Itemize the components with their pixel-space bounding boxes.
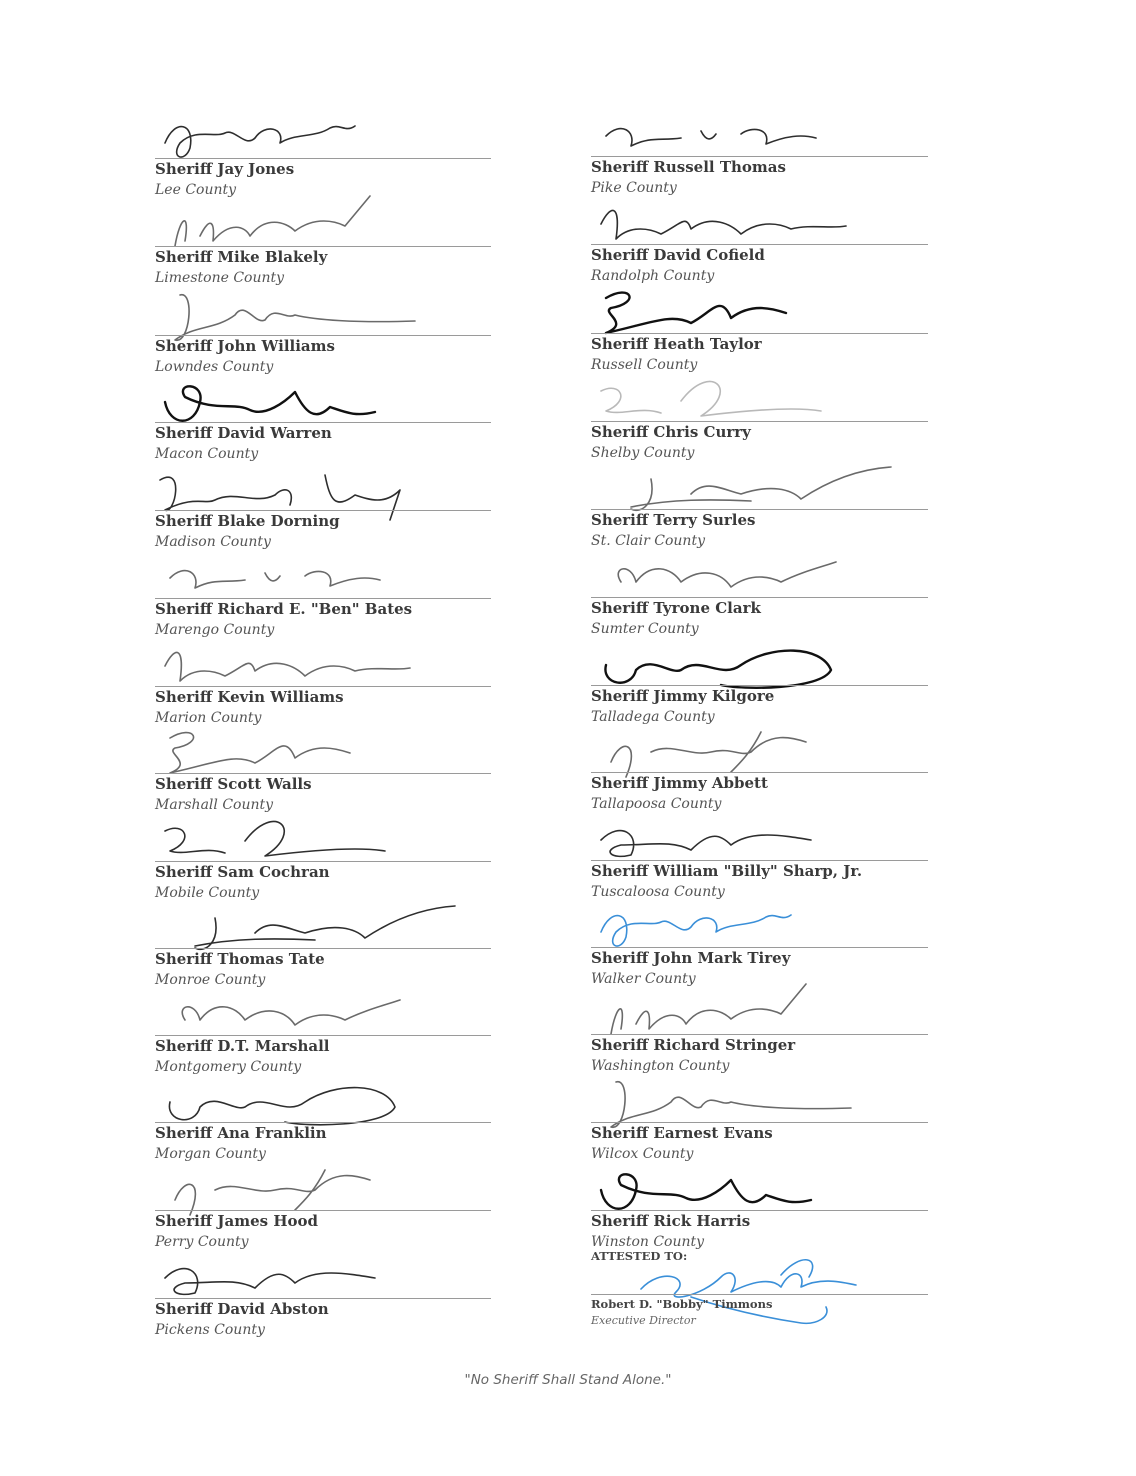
right-signature-entry xyxy=(591,283,928,371)
left-signature-entry xyxy=(155,196,491,284)
signature-line xyxy=(155,510,491,511)
county-name: Winston County xyxy=(591,1234,705,1250)
county-name: Shelby County xyxy=(591,445,695,461)
signature-line xyxy=(591,947,928,948)
signature-line xyxy=(591,421,928,422)
left-signature-entry xyxy=(155,372,491,460)
signature-line xyxy=(155,598,491,599)
left-signature-entry xyxy=(155,108,491,196)
signature-line xyxy=(155,158,491,159)
right-signature-entry xyxy=(591,1160,928,1248)
motto: "No Sheriff Shall Stand Alone." xyxy=(464,1372,672,1388)
attestation-signature-line xyxy=(591,1294,928,1295)
county-name: Wilcox County xyxy=(591,1146,694,1162)
sheriff-name: Sheriff Terry Surles xyxy=(591,511,756,529)
sheriff-name: Sheriff Kevin Williams xyxy=(155,688,344,706)
signature-line xyxy=(591,244,928,245)
county-name: Marshall County xyxy=(155,797,274,813)
county-name: Monroe County xyxy=(155,972,266,988)
signature-line xyxy=(591,597,928,598)
left-signature-entry xyxy=(155,985,491,1073)
signature-line xyxy=(155,1210,491,1211)
attestation-title: Executive Director xyxy=(591,1314,696,1327)
right-signature-entry xyxy=(591,1072,928,1160)
sheriff-name: Sheriff Scott Walls xyxy=(155,775,312,793)
county-name: Macon County xyxy=(155,446,259,462)
signature-line xyxy=(155,1298,491,1299)
sheriff-name: Sheriff William "Billy" Sharp, Jr. xyxy=(591,862,863,880)
sheriff-name: Sheriff Jay Jones xyxy=(155,160,295,178)
right-signature-entry xyxy=(591,371,928,459)
county-name: Lowndes County xyxy=(155,359,274,375)
sheriff-name: Sheriff Thomas Tate xyxy=(155,950,325,968)
sheriff-name: Sheriff John Williams xyxy=(155,337,335,355)
signature-line xyxy=(155,422,491,423)
right-signature-entry xyxy=(591,897,928,985)
right-signature-entry xyxy=(591,722,928,810)
signature-line xyxy=(591,772,928,773)
sheriff-name: Sheriff David Cofield xyxy=(591,246,765,264)
county-name: Madison County xyxy=(155,534,271,550)
sheriff-name: Sheriff James Hood xyxy=(155,1212,318,1230)
attestation-block xyxy=(591,1245,928,1335)
sheriff-name: Sheriff David Warren xyxy=(155,424,332,442)
sheriff-name: Sheriff Tyrone Clark xyxy=(591,599,761,617)
signature-line xyxy=(591,156,928,157)
sheriff-name: Sheriff Richard Stringer xyxy=(591,1036,796,1054)
sheriff-name: Sheriff David Abston xyxy=(155,1300,329,1318)
sheriff-name: Sheriff Jimmy Abbett xyxy=(591,774,768,792)
county-name: Walker County xyxy=(591,971,696,987)
sheriff-name: Sheriff Jimmy Kilgore xyxy=(591,687,775,705)
left-signature-entry xyxy=(155,636,491,724)
county-name: Lee County xyxy=(155,182,237,198)
county-name: Randolph County xyxy=(591,268,715,284)
county-name: Pike County xyxy=(591,180,677,196)
county-name: Pickens County xyxy=(155,1322,265,1338)
county-name: Montgomery County xyxy=(155,1059,302,1075)
sheriff-name: Sheriff Rick Harris xyxy=(591,1212,751,1230)
left-signature-entry xyxy=(155,898,491,986)
signature-line xyxy=(591,860,928,861)
signature-line xyxy=(591,333,928,334)
sheriff-name: Sheriff D.T. Marshall xyxy=(155,1037,330,1055)
left-signature-entry xyxy=(155,548,491,636)
county-name: Marion County xyxy=(155,710,262,726)
left-signature-entry xyxy=(155,285,491,373)
county-name: Talladega County xyxy=(591,709,715,725)
signature-line xyxy=(155,1035,491,1036)
signature-line xyxy=(591,1210,928,1211)
left-signature-entry xyxy=(155,811,491,899)
right-signature-entry xyxy=(591,984,928,1072)
signature-line xyxy=(591,1122,928,1123)
county-name: Tuscaloosa County xyxy=(591,884,725,900)
right-signature-entry xyxy=(591,547,928,635)
attestation-label: ATTESTED TO: xyxy=(591,1249,688,1263)
sheriff-name: Sheriff Blake Dorning xyxy=(155,512,340,530)
left-signature-entry xyxy=(155,460,491,548)
county-name: Marengo County xyxy=(155,622,275,638)
sheriff-name: Sheriff Heath Taylor xyxy=(591,335,762,353)
signature-line xyxy=(591,509,928,510)
sheriff-name: Sheriff Russell Thomas xyxy=(591,158,786,176)
left-signature-entry xyxy=(155,1160,491,1248)
signature-line xyxy=(155,686,491,687)
signature-line xyxy=(155,1122,491,1123)
attestation-name: Robert D. "Bobby" Timmons xyxy=(591,1297,773,1311)
sheriff-name: Sheriff Chris Curry xyxy=(591,423,751,441)
county-name: Mobile County xyxy=(155,885,260,901)
signature-line xyxy=(155,246,491,247)
county-name: Limestone County xyxy=(155,270,285,286)
sheriff-name: Sheriff Earnest Evans xyxy=(591,1124,773,1142)
right-signature-entry xyxy=(591,635,928,723)
signature-line xyxy=(591,1034,928,1035)
sheriff-name: Sheriff Sam Cochran xyxy=(155,863,330,881)
sheriff-name: Sheriff Richard E. "Ben" Bates xyxy=(155,600,413,618)
signature-line xyxy=(155,861,491,862)
county-name: Sumter County xyxy=(591,621,699,637)
county-name: Tallapoosa County xyxy=(591,796,722,812)
sheriff-name: Sheriff Mike Blakely xyxy=(155,248,328,266)
sheriff-name: Sheriff John Mark Tirey xyxy=(591,949,791,967)
county-name: Morgan County xyxy=(155,1146,266,1162)
signature-line xyxy=(155,773,491,774)
left-signature-entry xyxy=(155,1248,491,1336)
county-name: St. Clair County xyxy=(591,533,705,549)
signature-line xyxy=(591,685,928,686)
left-signature-entry xyxy=(155,1072,491,1160)
county-name: Russell County xyxy=(591,357,698,373)
right-signature-entry xyxy=(591,459,928,547)
county-name: Perry County xyxy=(155,1234,249,1250)
left-signature-entry xyxy=(155,723,491,811)
county-name: Washington County xyxy=(591,1058,730,1074)
sheriff-name: Sheriff Ana Franklin xyxy=(155,1124,327,1142)
right-signature-entry xyxy=(591,810,928,898)
right-signature-entry xyxy=(591,106,928,194)
right-signature-entry xyxy=(591,194,928,282)
signature-line xyxy=(155,335,491,336)
signature-line xyxy=(155,948,491,949)
